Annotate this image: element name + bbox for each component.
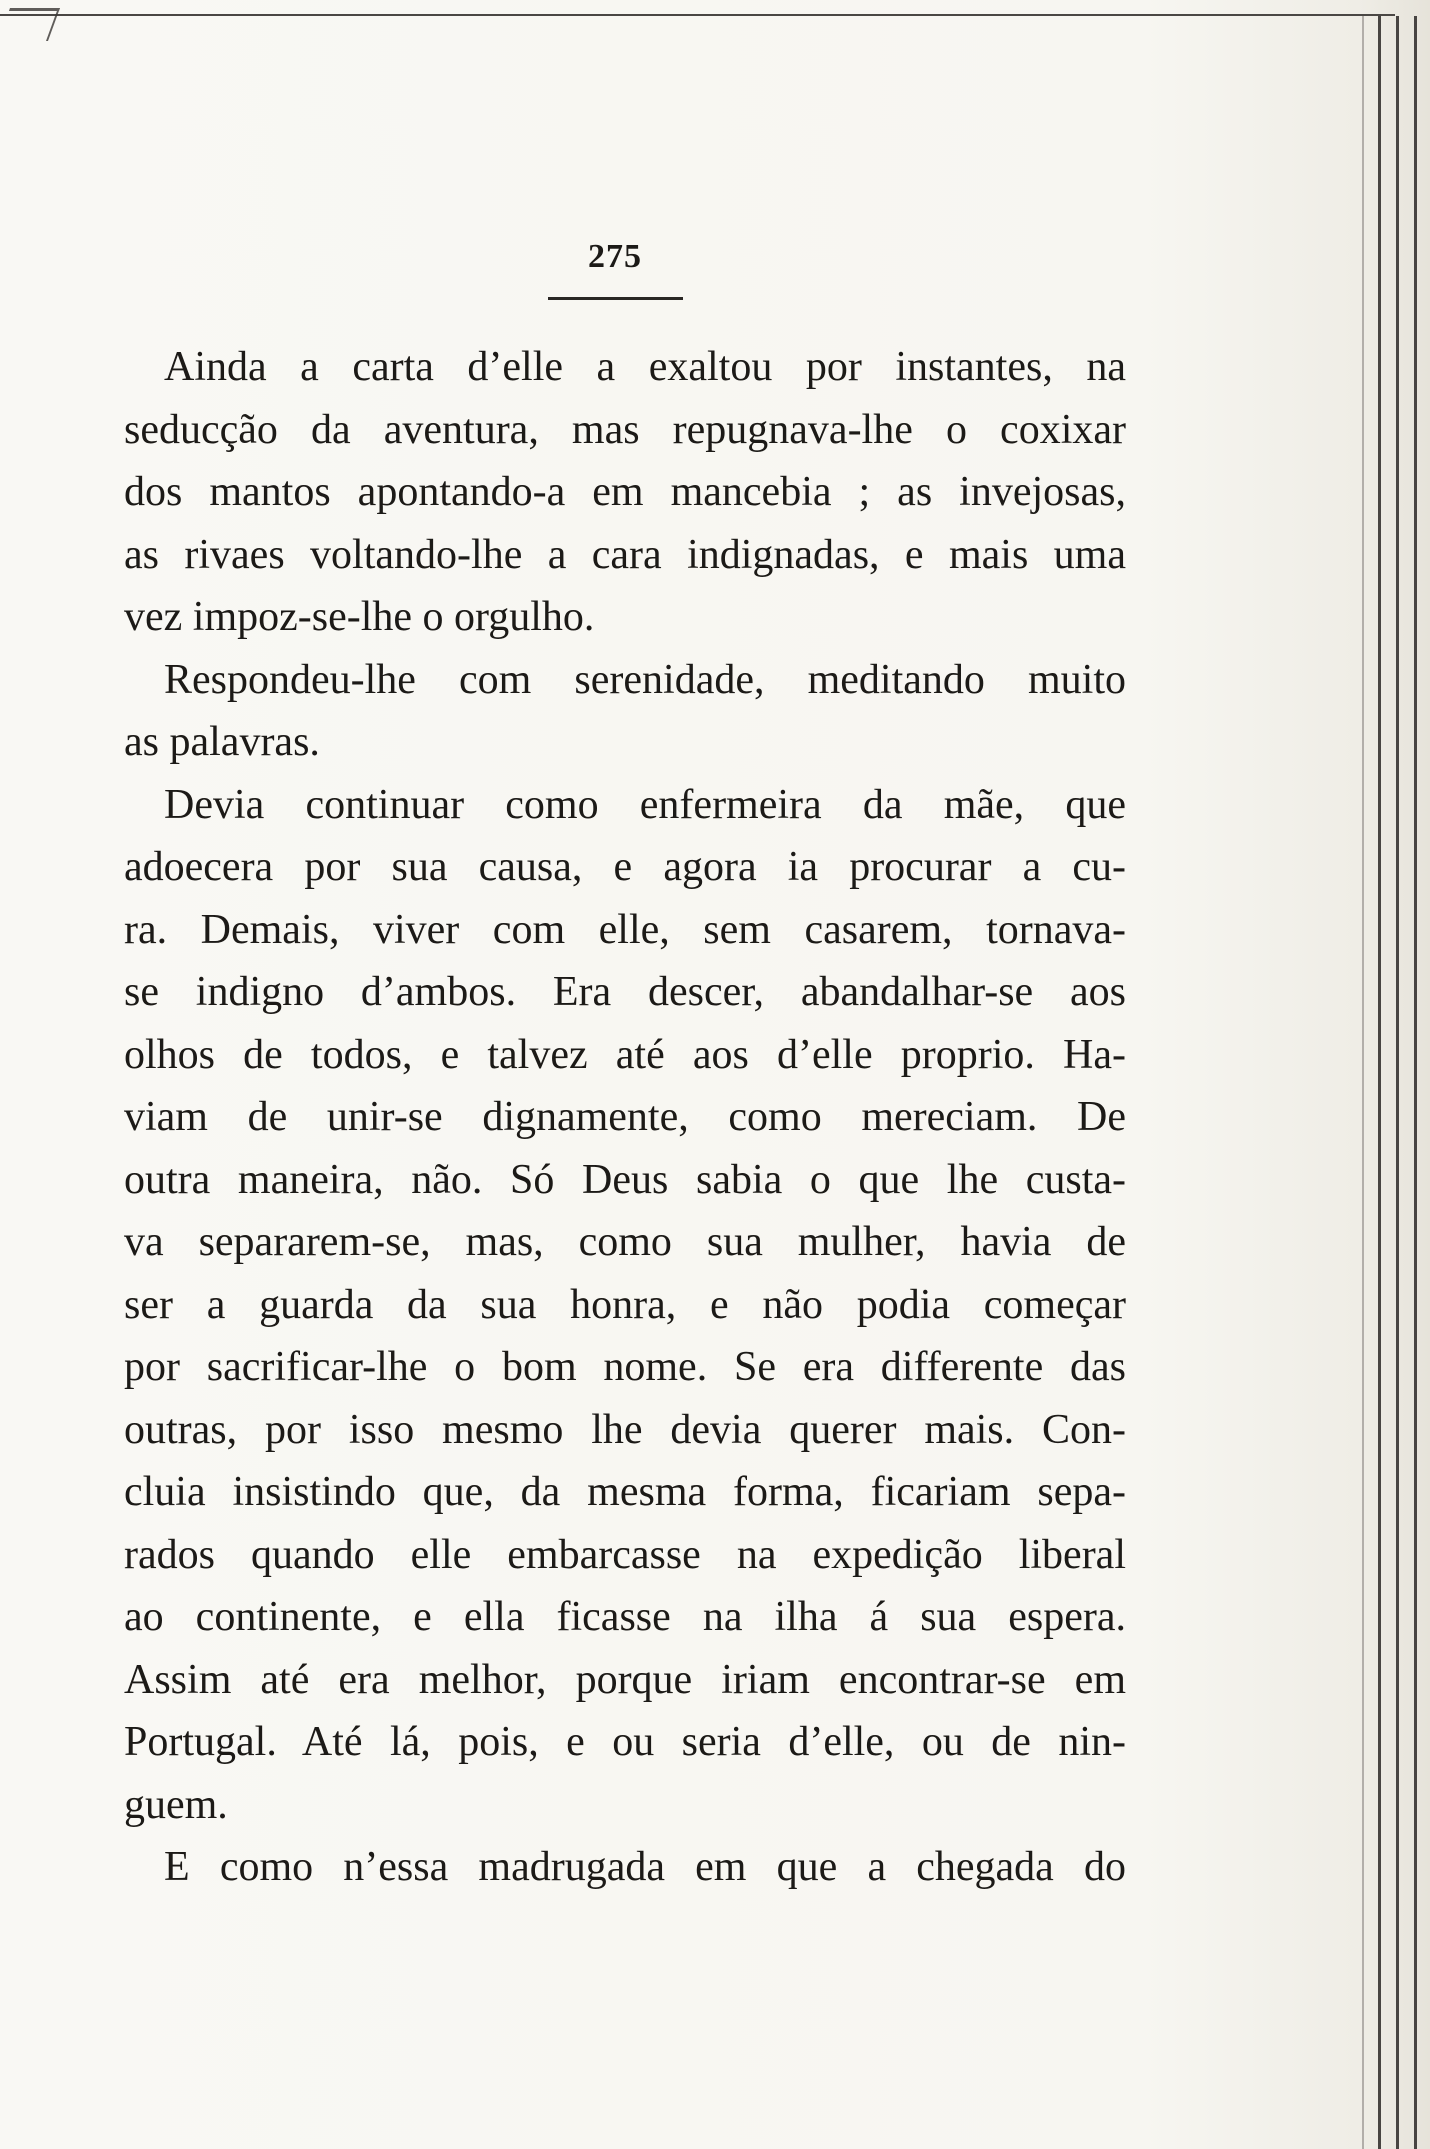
- text-line: dos mantos apontando-a em mancebia ; as invejosas,: [124, 469, 1126, 515]
- text-line: Respondeu-lhe com serenidade, meditando muito: [164, 656, 1126, 703]
- text-line: as palavras.: [124, 719, 320, 765]
- text-line: Portugal. Até lá, pois, e ou seria d’elle, ou de nin-: [124, 1719, 1126, 1765]
- text-line: va separarem-se, mas, como sua mulher, havia de: [124, 1219, 1126, 1265]
- top-edge-rule: [0, 14, 1395, 16]
- text-line: Assim até era melhor, porque iriam encontrar-se em: [124, 1656, 1126, 1703]
- body-text: [124, 336, 1126, 1899]
- text-line: olhos de todos, e talvez até aos d’elle proprio. Ha-: [124, 1031, 1126, 1078]
- gutter-line: [1362, 16, 1364, 2149]
- text-line: ser a guarda da sua honra, e não podia começar: [124, 1281, 1126, 1328]
- page-number-rule: [548, 297, 683, 300]
- text-line: guem.: [124, 1781, 228, 1828]
- text-line: por sacrificar-lhe o bom nome. Se era differente das: [124, 1344, 1126, 1390]
- text-line: Devia continuar como enfermeira da mãe, que: [164, 781, 1126, 828]
- text-line: E como n’essa madrugada em que a chegada do: [164, 1844, 1126, 1890]
- text-line: outra maneira, não. Só Deus sabia o que lhe custa-: [124, 1156, 1126, 1203]
- text-line: adoecera por sua causa, e agora ia procurar a cu-: [124, 844, 1126, 890]
- text-line: as rivaes voltando-lhe a cara indignadas, e mais uma: [124, 531, 1126, 578]
- text-line: Ainda a carta d’elle a exaltou por instantes, na: [164, 344, 1126, 390]
- text-line: ra. Demais, viver com elle, sem casarem, tornava-: [124, 906, 1126, 953]
- text-line: se indigno d’ambos. Era descer, abandalhar-se aos: [124, 969, 1126, 1015]
- corner-mark: [0, 8, 60, 41]
- text-line: ao continente, e ella ficasse na ilha á sua espera.: [124, 1594, 1126, 1640]
- binding-edge: [1370, 16, 1430, 2149]
- text-line: cluia insistindo que, da mesma forma, ficariam sepa-: [124, 1469, 1126, 1515]
- text-line: viam de unir-se dignamente, como mereciam. De: [124, 1094, 1126, 1140]
- text-line: rados quando elle embarcasse na expedição liberal: [124, 1531, 1126, 1578]
- text-line: vez impoz-se-lhe o orgulho.: [124, 594, 595, 640]
- text-line: seducção da aventura, mas repugnava-lhe o coxixar: [124, 406, 1126, 453]
- text-line: outras, por isso mesmo lhe devia querer mais. Con-: [124, 1406, 1126, 1453]
- page-number: 275: [588, 238, 642, 275]
